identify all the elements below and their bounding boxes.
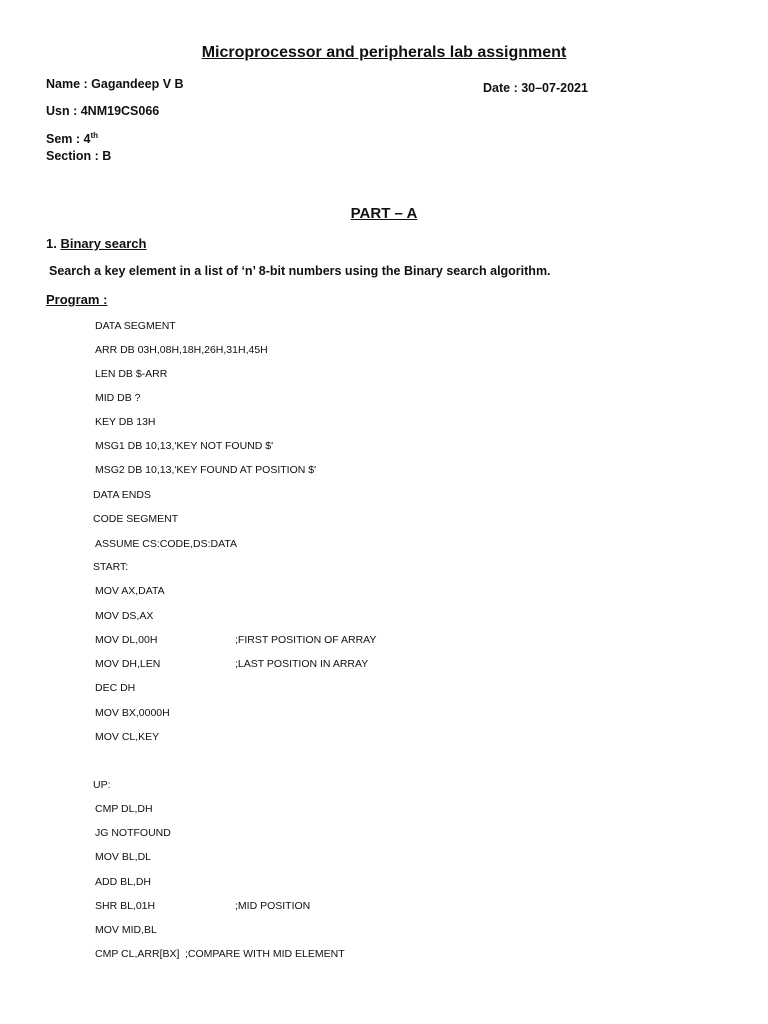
code-line: CMP DL,DH xyxy=(95,803,153,815)
code-line: MOV CL,KEY xyxy=(95,731,160,743)
code-comment: ;MID POSITION xyxy=(235,900,311,912)
code-line: MSG2 DB 10,13,'KEY FOUND AT POSITION $' xyxy=(95,464,317,476)
code-line: MOV MID,BL xyxy=(95,924,157,936)
code-line: DATA SEGMENT xyxy=(95,320,176,332)
section-title: Binary search xyxy=(60,236,147,251)
problem-description: Search a key element in a list of ‘n’ 8-bit numbers using the Binary search algorithm. xyxy=(49,264,551,278)
date: Date : 30–07-2021 xyxy=(483,81,588,95)
code-line: KEY DB 13H xyxy=(95,416,156,428)
code-line: ADD BL,DH xyxy=(95,876,152,888)
section-number: 1. xyxy=(46,236,61,251)
code-line: CODE SEGMENT xyxy=(93,513,179,525)
code-comment: ;FIRST POSITION OF ARRAY xyxy=(235,634,377,646)
semester-text: Sem : 4 xyxy=(46,132,91,147)
code-line: MOV BX,0000H xyxy=(95,707,170,719)
code-line: UP: xyxy=(93,779,111,791)
code-comment: ;COMPARE WITH MID ELEMENT xyxy=(185,948,345,960)
code-line: ARR DB 03H,08H,18H,26H,31H,45H xyxy=(95,344,268,356)
code-line: MOV DH,LEN xyxy=(95,658,161,670)
code-line: MOV DL,00H xyxy=(95,634,158,646)
document-title: Microprocessor and peripherals lab assignment xyxy=(201,44,567,61)
student-name: Name : Gagandeep V B xyxy=(46,77,184,91)
code-line: SHR BL,01H xyxy=(95,900,156,912)
code-line: DEC DH xyxy=(95,682,136,694)
code-line: DATA ENDS xyxy=(93,489,151,501)
code-line: JG NOTFOUND xyxy=(95,827,171,839)
code-comment: ;LAST POSITION IN ARRAY xyxy=(235,658,369,670)
section-heading xyxy=(46,236,146,251)
code-line: LEN DB $-ARR xyxy=(95,368,168,380)
code-line: MSG1 DB 10,13,'KEY NOT FOUND $' xyxy=(95,440,274,452)
usn: Usn : 4NM19CS066 xyxy=(46,104,160,118)
code-line: MOV AX,DATA xyxy=(95,585,165,597)
semester xyxy=(46,131,98,146)
code-line: ASSUME CS:CODE,DS:DATA xyxy=(95,538,237,550)
code-line: MID DB ? xyxy=(95,392,141,404)
program-label: Program : xyxy=(46,292,108,307)
part-heading: PART – A xyxy=(350,205,418,222)
code-line: START: xyxy=(93,561,129,573)
code-line: MOV DS,AX xyxy=(95,610,154,622)
code-line: MOV BL,DL xyxy=(95,851,152,863)
code-line: CMP CL,ARR[BX] xyxy=(95,948,180,960)
section: Section : B xyxy=(46,149,112,163)
semester-superscript: th xyxy=(90,131,99,140)
